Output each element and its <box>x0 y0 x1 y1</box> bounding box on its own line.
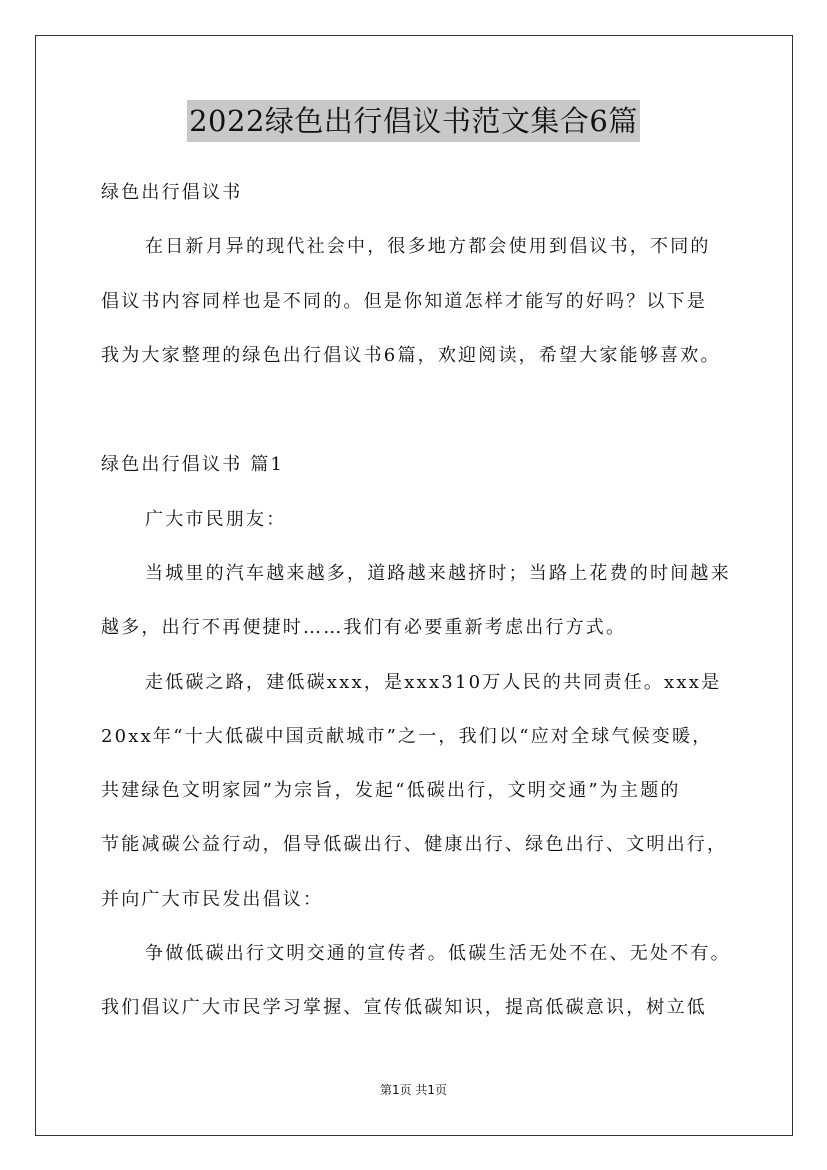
section-heading: 绿色出行倡议书 篇1 <box>101 454 285 475</box>
paragraph-line: 广大市民朋友： <box>145 509 287 530</box>
paragraph-line: 当城里的汽车越来越多，道路越来越挤时；当路上花费的时间越来 <box>145 563 731 584</box>
paragraph-line: 20xx年“十大低碳中国贡献城市”之一，我们以“应对全球气候变暖， <box>101 726 713 747</box>
paragraph-line: 共建绿色文明家园”为宗旨，发起“低碳出行，文明交通”为主题的 <box>101 780 681 801</box>
paragraph-line: 我为大家整理的绿色出行倡议书6篇，欢迎阅读，希望大家能够喜欢。 <box>101 345 721 366</box>
paragraph-line: 倡议书内容同样也是不同的。但是你知道怎样才能写的好吗？以下是 <box>101 291 707 312</box>
section-heading: 绿色出行倡议书 <box>101 182 243 203</box>
paragraph-line: 节能减碳公益行动，倡导低碳出行、健康出行、绿色出行、文明出行， <box>101 834 728 855</box>
paragraph-line: 越多，出行不再便捷时……我们有必要重新考虑出行方式。 <box>101 617 627 638</box>
paragraph-line: 在日新月异的现代社会中，很多地方都会使用到倡议书，不同的 <box>145 236 711 257</box>
paragraph-line: 走低碳之路，建低碳xxx，是xxx310万人民的共同责任。xxx是 <box>145 672 722 693</box>
document-title: 2022绿色出行倡议书范文集合6篇 <box>187 100 640 142</box>
paragraph-line: 并向广大市民发出倡议： <box>101 889 324 910</box>
paragraph-line: 我们倡议广大市民学习掌握、宣传低碳知识，提高低碳意识，树立低 <box>101 997 707 1018</box>
paragraph-line: 争做低碳出行文明交通的宣传者。低碳生活无处不在、无处不有。 <box>145 943 731 964</box>
title-wrapper <box>0 100 827 142</box>
page-number-footer: 第1页 共1页 <box>379 1083 448 1097</box>
